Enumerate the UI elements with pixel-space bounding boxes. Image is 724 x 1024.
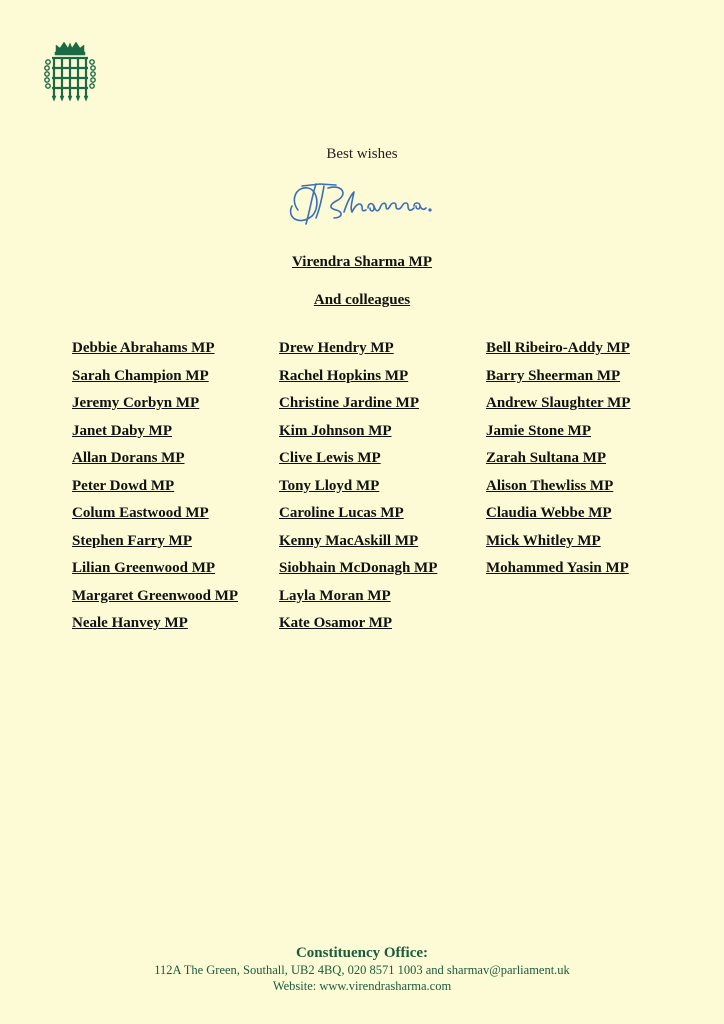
colleague-name: Debbie Abrahams MP	[72, 340, 215, 356]
colleague-name: Claudia Webbe MP	[486, 505, 612, 521]
colleague-name: Allan Dorans MP	[72, 450, 185, 466]
colleague-name: Lilian Greenwood MP	[72, 560, 216, 576]
closing-salutation: Best wishes	[326, 146, 398, 162]
colleagues-column-3	[486, 338, 630, 586]
colleague-name: Bell Ribeiro-Addy MP	[486, 340, 630, 356]
colleague-name: Stephen Farry MP	[72, 532, 192, 549]
colleague-name: Jamie Stone MP	[486, 422, 591, 439]
colleague-name: Layla Moran MP	[279, 587, 391, 604]
colleague-name: Clive Lewis MP	[279, 450, 381, 466]
colleague-name: Caroline Lucas MP	[279, 505, 404, 521]
colleague-name: Jeremy Corbyn MP	[72, 395, 200, 411]
colleague-name: Colum Eastwood MP	[72, 505, 209, 521]
colleague-name: Peter Dowd MP	[72, 477, 175, 494]
colleague-name: Tony Lloyd MP	[279, 477, 380, 494]
portcullis-logo-icon	[42, 40, 98, 102]
colleague-name: Zarah Sultana MP	[486, 450, 607, 466]
colleague-name: Barry Sheerman MP	[486, 367, 621, 384]
colleague-name: Mohammed Yasin MP	[486, 560, 629, 576]
colleagues-column-1	[72, 338, 238, 641]
colleague-name: Christine Jardine MP	[279, 395, 419, 411]
colleagues-list	[72, 338, 672, 638]
handwritten-signature	[282, 172, 442, 232]
colleague-name: Siobhain McDonagh MP	[279, 560, 438, 576]
colleague-name: Sarah Champion MP	[72, 367, 209, 384]
colleague-name: Rachel Hopkins MP	[279, 367, 409, 384]
colleagues-column-2	[279, 338, 437, 641]
footer-title: Constituency Office:	[295, 945, 429, 961]
colleague-name: Drew Hendry MP	[279, 340, 394, 356]
signatory-name: Virendra Sharma MP	[292, 254, 432, 270]
colleague-name: Andrew Slaughter MP	[486, 395, 631, 411]
footer-address: 112A The Green, Southall, UB2 4BQ, 020 8571 1003 and sharmav@parliament.uk	[154, 963, 570, 977]
colleague-name: Neale Hanvey MP	[72, 615, 188, 631]
colleague-name: Margaret Greenwood MP	[72, 587, 239, 604]
footer-website: Website: www.virendrasharma.com	[272, 979, 452, 993]
colleague-name: Alison Thewliss MP	[486, 477, 614, 494]
footer	[0, 944, 724, 994]
colleague-name: Kenny MacAskill MP	[279, 532, 419, 549]
colleagues-heading: And colleagues	[313, 292, 411, 308]
colleague-name: Mick Whitley MP	[486, 532, 601, 549]
colleague-name: Kim Johnson MP	[279, 422, 392, 439]
colleague-name: Kate Osamor MP	[279, 615, 393, 631]
colleague-name: Janet Daby MP	[72, 422, 172, 439]
